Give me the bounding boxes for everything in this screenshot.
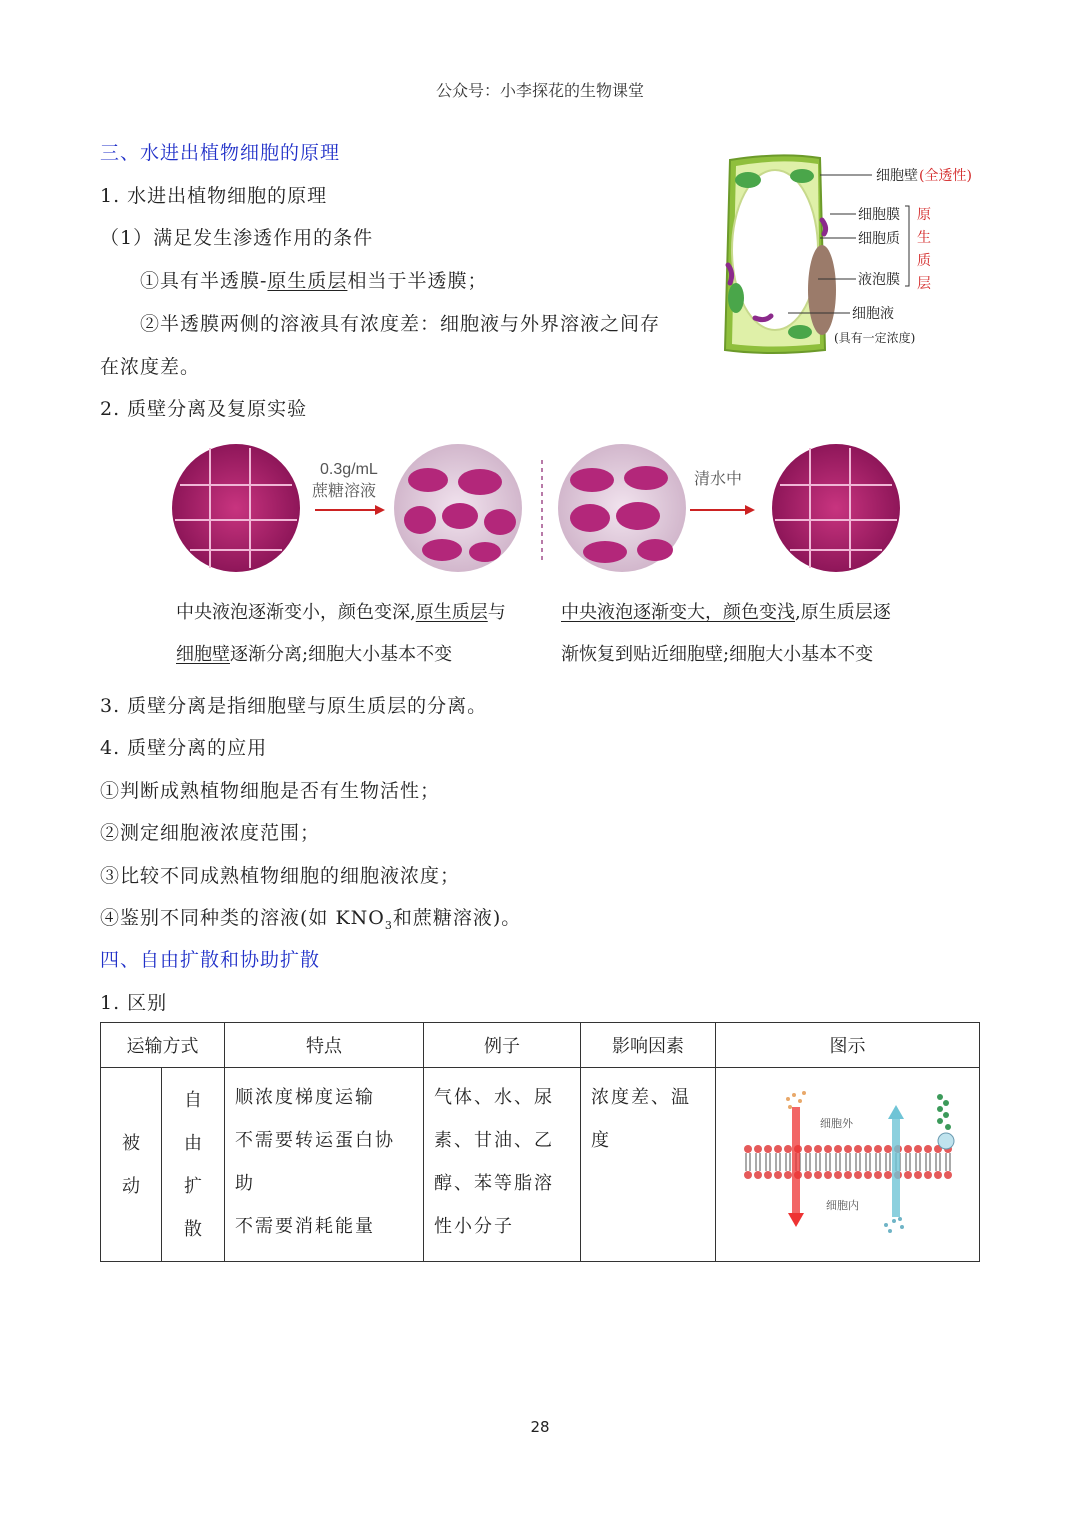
feature-line-3: 助 [235,1173,255,1194]
sucrose-label: 蔗糖溶液 [312,481,377,500]
example-line-4: 性小分子 [434,1216,514,1237]
header-diagram: 图示 [716,1023,980,1068]
arrow-water [690,505,755,515]
condition-1-pre: ①具有半透膜- [140,270,268,292]
bilayer-tails [746,1153,950,1171]
plasmolysis-figure [160,440,920,580]
sap-note: (具有一定浓度) [834,331,916,345]
chloroplast-3 [728,283,744,313]
application-1: ①判断成熟植物细胞是否有生物活性； [100,780,441,802]
condition-1-term: 原生质层 [267,270,348,292]
sucrose-concentration: 0.3g/mL [320,461,378,478]
protoplast-char-1: 原 [917,207,931,223]
diagram-outside-label: 细胞外 [819,1117,853,1130]
condition-2-cont: 在浓度差。 [100,356,201,378]
table-row [101,1068,980,1262]
nucleus [808,245,836,335]
plant-cell-diagram [700,150,1000,365]
cell-free-diffusion [162,1068,225,1262]
caption-right-term: 中央液泡逐渐变大，颜色变浅 [561,602,795,623]
caption-left-text-a: 中央液泡逐渐变小，颜色变深, [176,602,416,623]
feature-line-2: 不需要转运蛋白协 [235,1130,395,1151]
section-4-title: 四、自由扩散和协助扩散 [100,949,321,971]
header-transport-type: 运输方式 [101,1023,225,1068]
cytoplasm-label: 细胞质 [858,231,900,247]
heading-1: 1. 水进出植物细胞的原理 [100,185,328,207]
diffusion-arrow-down-head [788,1213,804,1227]
sap-label: 细胞液 [852,306,894,322]
caption-right-line-1 [561,598,891,624]
application-4-subscript: 3 [384,918,393,932]
condition-1-post: 相当于半透膜； [347,270,488,292]
vacuole [732,170,818,330]
type-char-3: 扩 [184,1175,202,1197]
cell-diagram [716,1068,980,1262]
factor-line-2: 度 [591,1130,611,1151]
header-features: 特点 [225,1023,424,1068]
protoplast-char-4: 层 [917,276,931,292]
feature-line-4: 不需要消耗能量 [235,1216,375,1237]
molecules-top-left [786,1091,806,1109]
type-char-4: 散 [184,1218,202,1240]
water-label: 清水中 [694,469,743,488]
chloroplast-2 [790,169,814,183]
page-header: 公众号：小李探花的生物课堂 [435,81,644,100]
subheading-1: （1）满足发生渗透作用的条件 [100,227,374,249]
caption-left-term-1: 原生质层 [415,602,488,623]
heading-5: 1. 区别 [100,992,168,1014]
micrograph-turgid-1 [172,444,300,572]
protoplast-bracket [905,206,909,286]
caption-left-text-b: 与 [487,602,506,623]
application-4-text-a: ④鉴别不同种类的溶液(如 KNO [100,907,385,929]
protoplast-char-3: 质 [917,253,931,269]
diffusion-arrow-up-shaft [892,1117,900,1217]
passive-char-1: 被 [122,1132,140,1154]
membrane-label: 细胞膜 [858,207,900,223]
cell-factors [581,1068,716,1262]
application-3: ③比较不同成熟植物细胞的细胞液浓度； [100,865,461,887]
cell-passive [101,1068,162,1262]
heading-4: 4. 质壁分离的应用 [100,737,268,759]
factor-line-1: 浓度差、温 [591,1087,691,1108]
cell-features [225,1068,424,1262]
caption-left-term-2: 细胞壁 [176,644,230,665]
molecules-bottom-right [884,1217,904,1233]
bilayer-top-heads [744,1145,952,1153]
section-3-title: 三、水进出植物细胞的原理 [100,142,341,164]
passive-char-2: 动 [122,1175,140,1197]
condition-1 [140,266,487,293]
header-examples: 例子 [424,1023,581,1068]
caption-right-line-2: 渐恢复到贴近细胞壁;细胞大小基本不变 [561,644,874,665]
cell-examples [424,1068,581,1262]
type-char-2: 由 [184,1132,202,1154]
wall-note: (全透性) [919,168,972,184]
type-char-1: 自 [184,1089,202,1111]
caption-left-line-1 [176,598,506,624]
chloroplast-1 [735,172,761,188]
application-4-text-b: 和蔗糖溶液)。 [392,907,522,929]
caption-left-text-c: 逐渐分离;细胞大小基本不变 [230,644,453,665]
page-number: 28 [530,1418,550,1436]
point-3: 3. 质壁分离是指细胞壁与原生质层的分离。 [100,695,488,717]
condition-2: ②半透膜两侧的溶液具有浓度差：细胞液与外界溶液之间存 [140,313,661,335]
diffusion-table [100,1022,980,1262]
application-2: ②测定细胞液浓度范围； [100,822,321,844]
caption-left-line-2 [176,640,452,666]
example-line-2: 素、甘油、乙 [434,1130,554,1151]
header-factors: 影响因素 [581,1023,716,1068]
micrograph-plasmolyzed-2 [558,444,686,572]
tonoplast-label: 液泡膜 [858,272,900,288]
example-line-1: 气体、水、尿 [434,1087,554,1108]
diagram-inside-label: 细胞内 [825,1199,859,1212]
caption-right-text-a: ,原生质层逐 [795,602,891,623]
diffusion-arrow-up-head [888,1105,904,1119]
heading-2: 2. 质壁分离及复原实验 [100,398,308,420]
table-header-row [101,1023,980,1068]
membrane-diffusion-diagram [728,1087,968,1237]
carrier-bubble [938,1133,954,1149]
arrow-sucrose [315,505,385,515]
example-line-3: 醇、苯等脂溶 [434,1173,554,1194]
micrograph-plasmolyzed [394,444,522,572]
bilayer-bottom-heads [744,1171,952,1179]
protein-chain [937,1094,951,1130]
micrograph-turgid-2 [772,444,900,572]
protoplast-char-2: 生 [917,230,931,246]
chloroplast-4 [788,325,812,339]
feature-line-1: 顺浓度梯度运输 [235,1087,375,1108]
wall-label: 细胞壁 [876,168,918,184]
diffusion-arrow-down-shaft [792,1107,800,1215]
application-4 [100,903,521,932]
